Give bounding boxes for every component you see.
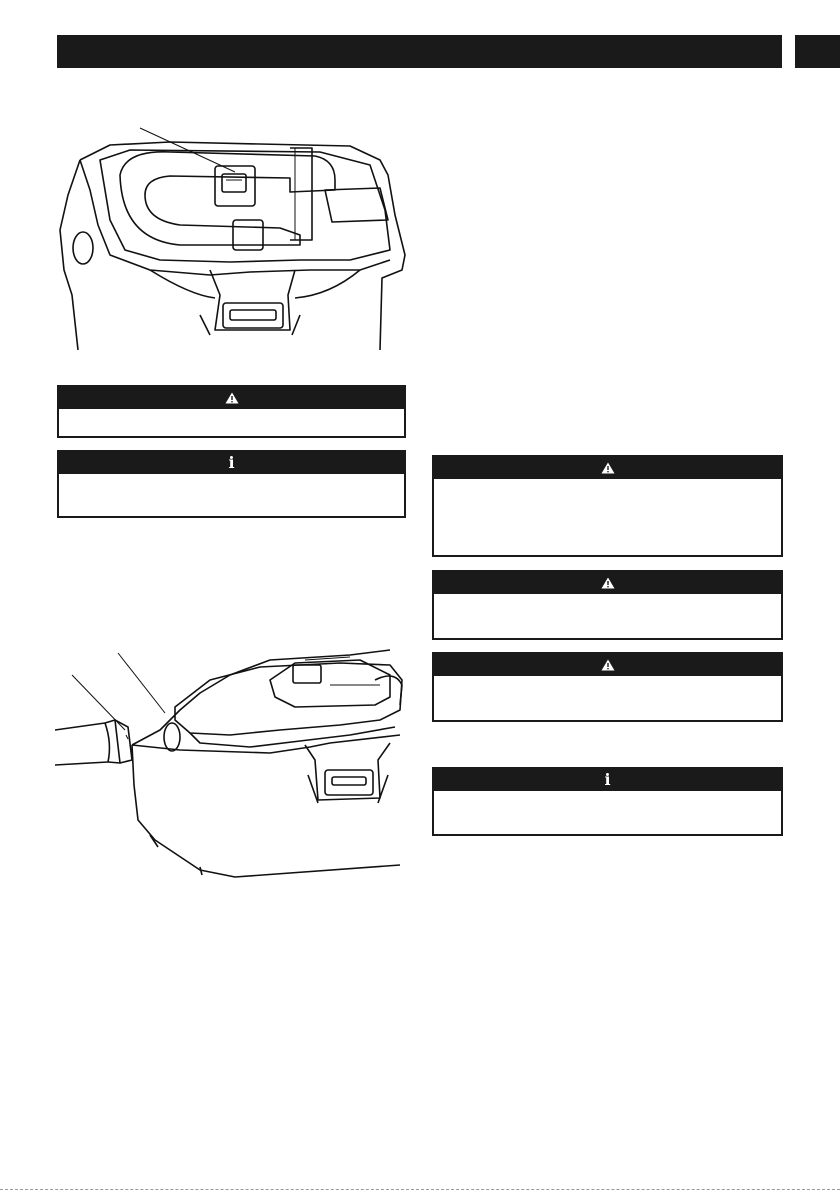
section-tab <box>795 35 840 68</box>
warning-triangle-icon <box>601 659 615 671</box>
warning-notice <box>57 385 406 438</box>
warning-notice <box>432 652 783 722</box>
vacuum-hose-connection-figure <box>50 635 405 880</box>
page-bottom-edge <box>0 1189 840 1190</box>
warning-notice-header <box>434 572 781 594</box>
info-notice <box>57 450 406 518</box>
info-notice-header <box>434 769 781 791</box>
info-notice-header <box>59 452 404 474</box>
warning-notice-header <box>434 654 781 676</box>
warning-notice-header <box>59 387 404 409</box>
warning-notice <box>432 570 783 640</box>
info-icon: i <box>228 453 235 472</box>
warning-triangle-icon <box>601 462 615 474</box>
warning-triangle-icon <box>601 577 615 589</box>
warning-triangle-icon <box>225 392 239 404</box>
info-notice <box>432 767 783 836</box>
info-icon: i <box>604 770 611 789</box>
warning-notice <box>432 455 783 557</box>
page-header-bar <box>57 35 782 68</box>
vacuum-top-view-figure <box>50 120 415 355</box>
warning-notice-header <box>434 457 781 479</box>
